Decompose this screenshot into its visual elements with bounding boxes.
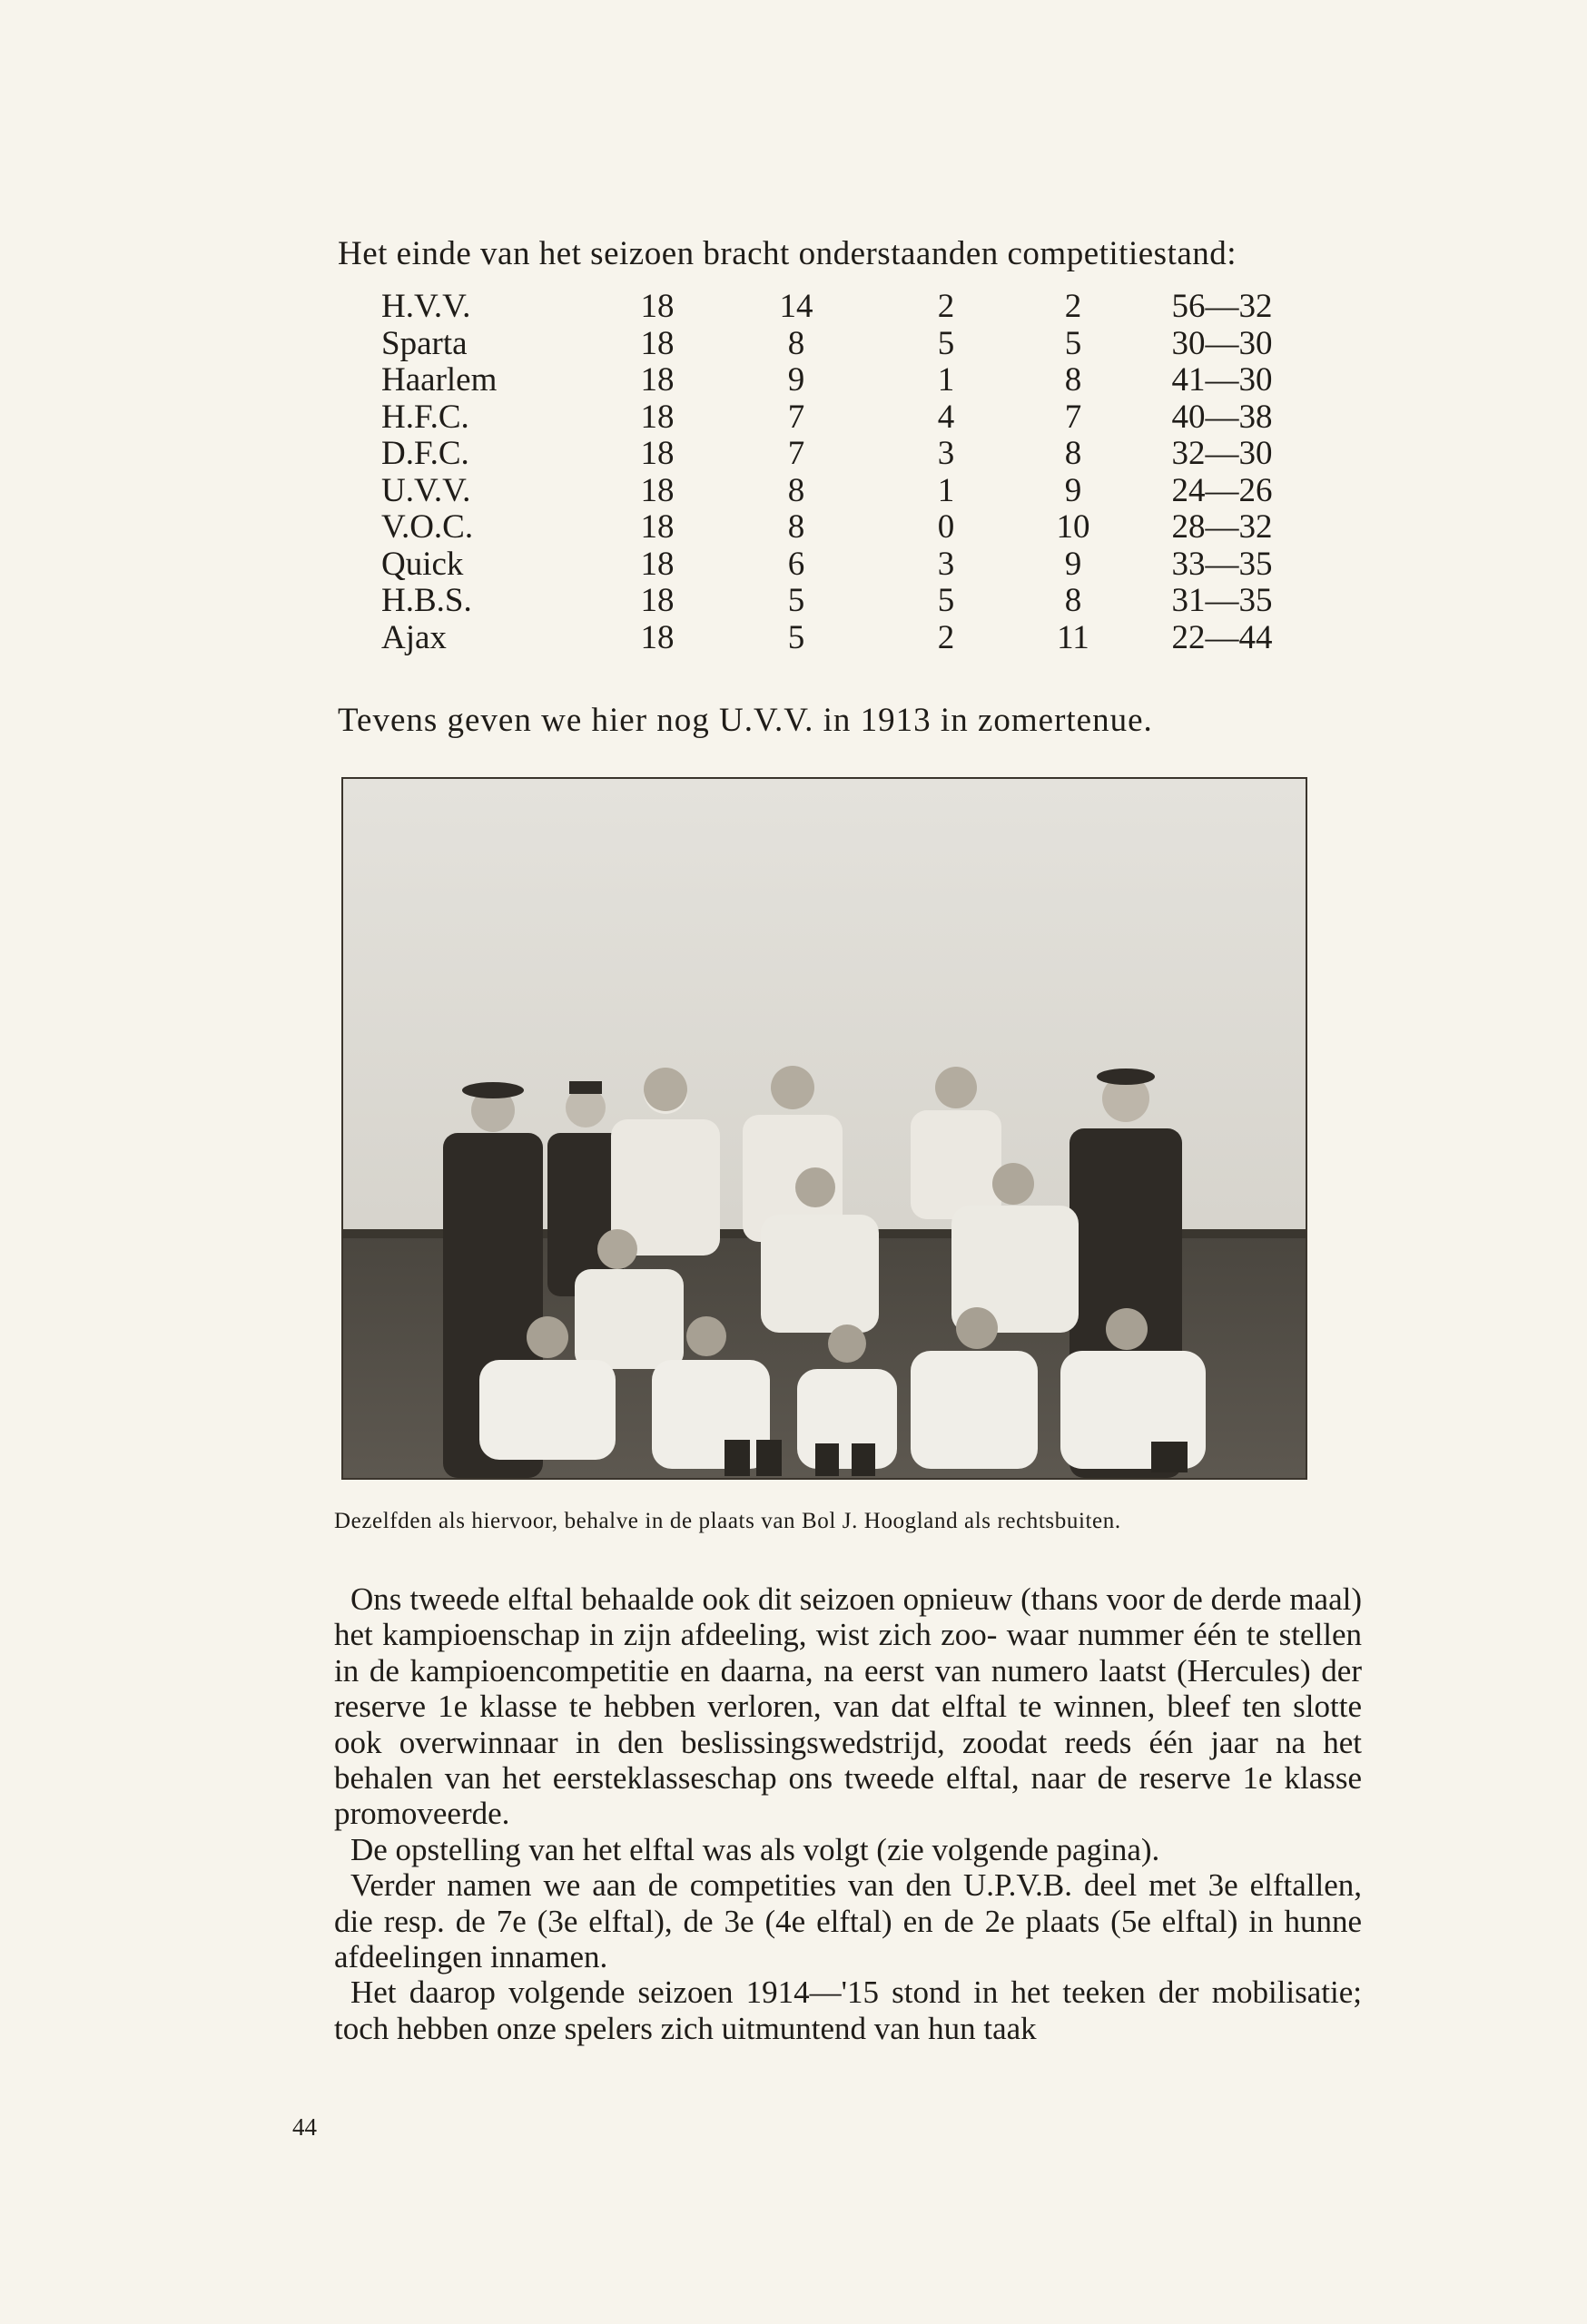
standings-cell: 33—35	[1171, 545, 1273, 583]
standings-cell: 8	[787, 508, 805, 546]
paragraph-text: Verder namen we aan de competities van den U.P.V.B. deel met 3e elftallen, die resp. de 7e (3e elftal), de 3e (4e elftal) en de 2e plaats (5e elftal) in hunne afdeelingen innamen.	[334, 1867, 1362, 1975]
standings-row	[381, 620, 1306, 657]
standings-cell: 18	[640, 618, 675, 656]
standings-cell: 8	[1064, 435, 1082, 472]
standings-cell: 5	[1064, 324, 1082, 362]
standings-table	[381, 289, 1306, 656]
standings-row	[381, 326, 1306, 363]
standings-cell: 9	[1064, 471, 1082, 509]
standings-cell: 18	[640, 398, 675, 436]
standings-cell: 24—26	[1171, 471, 1273, 509]
team-name-cell: V.O.C.	[381, 508, 474, 546]
standings-cell: 5	[937, 582, 955, 619]
standings-cell: 2	[937, 618, 955, 656]
team-name-cell: H.F.C.	[381, 398, 469, 436]
standings-cell: 10	[1056, 508, 1090, 546]
standings-row	[381, 547, 1306, 584]
standings-cell: 9	[1064, 545, 1082, 583]
standings-cell: 18	[640, 324, 675, 362]
team-photo	[341, 777, 1307, 1480]
standings-cell: 8	[1064, 582, 1082, 619]
standings-cell: 4	[937, 398, 955, 436]
standings-cell: 7	[787, 398, 805, 436]
standings-cell: 3	[937, 545, 955, 583]
team-name-cell: Ajax	[381, 618, 447, 656]
standings-cell: 8	[1064, 361, 1082, 399]
standings-cell: 5	[787, 582, 805, 619]
team-photo-illustration	[343, 779, 1306, 1478]
standings-row	[381, 436, 1306, 473]
standings-row	[381, 399, 1306, 437]
standings-cell: 2	[937, 288, 955, 325]
paragraph	[334, 1974, 1362, 2046]
team-name-cell: H.B.S.	[381, 582, 472, 619]
standings-row	[381, 509, 1306, 547]
team-name-cell: Sparta	[381, 324, 468, 362]
standings-cell: 2	[1064, 288, 1082, 325]
standings-cell: 18	[640, 508, 675, 546]
standings-cell: 31—35	[1171, 582, 1273, 619]
standings-cell: 3	[937, 435, 955, 472]
standings-cell: 1	[937, 361, 955, 399]
standings-cell: 30—30	[1171, 324, 1273, 362]
paragraph-text: De opstelling van het elftal was als volgt (zie volgende pagina).	[350, 1831, 1160, 1867]
intro-sentence: Het einde van het seizoen bracht onderstaanden competitiestand:	[338, 235, 1237, 272]
paragraph-text: Het daarop volgende seizoen 1914—'15 stond in het teeken der mobilisatie; toch hebben onze spelers zich uitmuntend van hun taak	[334, 1974, 1362, 2046]
standings-cell: 18	[640, 471, 675, 509]
paragraph	[334, 1581, 1362, 1832]
standings-cell: 18	[640, 435, 675, 472]
standings-cell: 8	[787, 471, 805, 509]
standings-cell: 18	[640, 288, 675, 325]
team-name-cell: Quick	[381, 545, 464, 583]
team-name-cell: D.F.C.	[381, 435, 469, 472]
team-name-cell: H.V.V.	[381, 288, 471, 325]
standings-row	[381, 289, 1306, 326]
photo-intro-sentence: Tevens geven we hier nog U.V.V. in 1913 in zomertenue.	[338, 702, 1153, 739]
photo-caption: Dezelfden als hiervoor, behalve in de plaats van Bol J. Hoogland als rechtsbuiten.	[334, 1509, 1121, 1533]
paragraph-text: Ons tweede elftal behaalde ook dit seizoen opnieuw (thans voor de derde maal) het kampioenschap in zijn afdeeling, wist zich zoo- waar nummer één te stellen in de kampioencompetitie en daarna, na eerst van numero laatst (Hercules) der reserve 1e klasse te hebben verloren, van dat elftal te winnen, bleef ten slotte ook overwinnaar in den beslissingswedstrijd, zoodat reeds één jaar na het behalen van het eersteklasseschap ons tweede elftal, naar de reserve 1e klasse promoveerde.	[334, 1581, 1362, 1832]
standings-cell: 56—32	[1171, 288, 1273, 325]
standings-cell: 18	[640, 361, 675, 399]
standings-cell: 5	[937, 324, 955, 362]
standings-cell: 41—30	[1171, 361, 1273, 399]
paragraph	[334, 1867, 1362, 1974]
standings-cell: 22—44	[1171, 618, 1273, 656]
standings-cell: 14	[779, 288, 813, 325]
standings-cell: 11	[1057, 618, 1089, 656]
standings-cell: 6	[787, 545, 805, 583]
body-text	[334, 1581, 1362, 2046]
standings-row	[381, 583, 1306, 620]
standings-cell: 5	[787, 618, 805, 656]
paragraph	[334, 1832, 1362, 1867]
page-number: 44	[292, 2113, 317, 2141]
standings-cell: 18	[640, 545, 675, 583]
standings-cell: 7	[1064, 398, 1082, 436]
standings-cell: 32—30	[1171, 435, 1273, 472]
standings-cell: 9	[787, 361, 805, 399]
standings-cell: 1	[937, 471, 955, 509]
team-name-cell: U.V.V.	[381, 471, 471, 509]
standings-cell: 18	[640, 582, 675, 619]
standings-row	[381, 473, 1306, 510]
standings-cell: 7	[787, 435, 805, 472]
standings-cell: 28—32	[1171, 508, 1273, 546]
standings-cell: 0	[937, 508, 955, 546]
standings-row	[381, 362, 1306, 399]
standings-cell: 40—38	[1171, 398, 1273, 436]
standings-cell: 8	[787, 324, 805, 362]
team-name-cell: Haarlem	[381, 361, 498, 399]
